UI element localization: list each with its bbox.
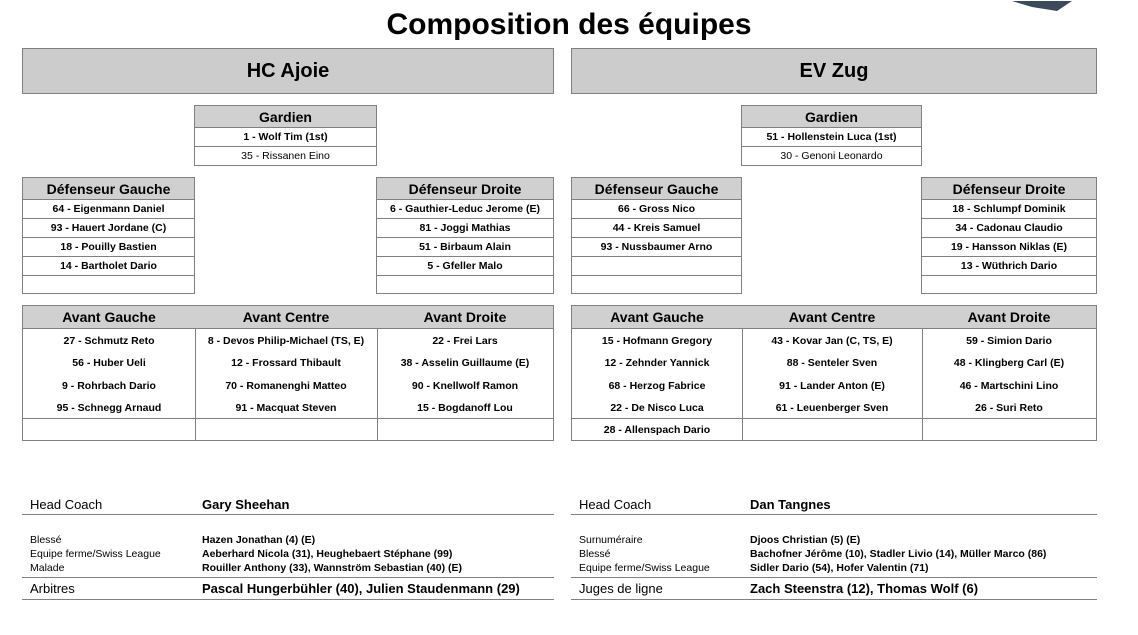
forward-row: 91 - Macquat Steven <box>195 397 377 419</box>
defense-row: 18 - Pouilly Bastien <box>23 238 194 257</box>
notes-section-away <box>571 533 1097 578</box>
forward-row: 15 - Hofmann Gregory <box>601 334 713 347</box>
defense-row <box>922 276 1096 293</box>
coach-section-away <box>571 494 1097 515</box>
forward-row: 12 - Zehnder Yannick <box>604 357 710 369</box>
coach-label: Head Coach <box>579 497 652 512</box>
forward-row: 38 - Asselin Guillaume (E) <box>400 357 530 369</box>
defense-row: 34 - Cadonau Claudio <box>922 219 1096 238</box>
defense-row: 93 - Nussbaumer Arno <box>572 238 741 257</box>
officials-names: Pascal Hungerbühler (40), Julien Staudenmann (29) <box>202 581 520 596</box>
forward-row: 59 - Simion Dario <box>966 334 1052 347</box>
forwards-table-home <box>22 305 554 441</box>
goalie-header: Gardien <box>195 106 376 128</box>
officials-section-home <box>22 578 554 600</box>
note-label: Equipe ferme/Swiss League <box>579 562 710 574</box>
defense-row: 6 - Gauthier-Leduc Jerome (E) <box>377 200 553 219</box>
note-value: Sidler Dario (54), Hofer Valentin (71) <box>750 562 929 574</box>
team-banner-away: EV Zug <box>571 48 1097 94</box>
defense-row: 81 - Joggi Mathias <box>377 219 553 238</box>
coach-name: Dan Tangnes <box>750 497 831 512</box>
forward-row <box>23 419 195 440</box>
goalie-header: Gardien <box>742 106 921 128</box>
defense-right-header: Défenseur Droite <box>922 178 1096 200</box>
forward-row: 48 - Klingberg Carl (E) <box>953 357 1065 369</box>
team-banner-home: HC Ajoie <box>22 48 554 94</box>
forward-row: 26 - Suri Reto <box>922 397 1096 419</box>
forward-row <box>377 419 553 440</box>
forwards-center-header: Avant Centre <box>195 306 377 329</box>
forward-row <box>195 419 377 440</box>
defense-row: 93 - Hauert Jordane (C) <box>23 219 194 238</box>
notes-section-home <box>22 533 554 578</box>
forward-row: 46 - Martschini Lino <box>959 379 1059 392</box>
forward-row: 27 - Schmutz Reto <box>63 334 155 347</box>
forwards-center-column <box>742 306 923 440</box>
forwards-right-header: Avant Droite <box>922 306 1096 329</box>
defense-row: 51 - Birbaum Alain <box>377 238 553 257</box>
forwards-left-column <box>572 306 743 440</box>
note-label: Blessé <box>579 548 611 560</box>
defense-row: 44 - Kreis Samuel <box>572 219 741 238</box>
note-label: Surnuméraire <box>579 534 643 546</box>
note-value: Rouiller Anthony (33), Wannström Sebastian (40) (E) <box>202 562 462 574</box>
goalie-row: 35 - Rissanen Eino <box>241 150 330 162</box>
defense-left-header: Défenseur Gauche <box>23 178 194 200</box>
defense-row <box>572 276 741 293</box>
coach-section-home <box>22 494 554 515</box>
forward-row <box>742 419 922 440</box>
goalie-table-away <box>741 105 922 166</box>
goalie-row: 51 - Hollenstein Luca (1st) <box>742 128 921 147</box>
defense-row: 19 - Hansson Niklas (E) <box>922 238 1096 257</box>
note-value: Bachofner Jérôme (10), Stadler Livio (14), Müller Marco (86) <box>750 548 1047 560</box>
goalie-row: 1 - Wolf Tim (1st) <box>195 128 376 147</box>
forwards-right-column <box>377 306 553 440</box>
forwards-table-away <box>571 305 1097 441</box>
page-title: Composition des équipes <box>386 8 752 41</box>
forward-row: 70 - Romanenghi Matteo <box>225 379 347 392</box>
defense-row: 13 - Wüthrich Dario <box>922 257 1096 276</box>
defense-row <box>23 276 194 293</box>
coach-label: Head Coach <box>30 497 103 512</box>
defense-right-table-away <box>921 177 1097 294</box>
forward-row: 15 - Bogdanoff Lou <box>377 397 553 419</box>
note-label: Malade <box>30 562 65 574</box>
goalie-table-home <box>194 105 377 166</box>
defense-row: 5 - Gfeller Malo <box>377 257 553 276</box>
defense-left-header: Défenseur Gauche <box>572 178 741 200</box>
defense-row: 66 - Gross Nico <box>572 200 741 219</box>
coach-name: Gary Sheehan <box>202 497 290 512</box>
note-value: Aeberhard Nicola (31), Heughebaert Stéphane (99) <box>202 548 453 560</box>
defense-row: 64 - Eigenmann Daniel <box>23 200 194 219</box>
forwards-left-column <box>23 306 196 440</box>
note-label: Blessé <box>30 534 62 546</box>
forward-row: 9 - Rohrbach Dario <box>62 379 156 392</box>
officials-label: Juges de ligne <box>579 581 663 596</box>
officials-names: Zach Steenstra (12), Thomas Wolf (6) <box>750 581 979 596</box>
forwards-left-header: Avant Gauche <box>572 306 742 329</box>
forward-row: 22 - Frei Lars <box>432 334 498 347</box>
officials-label: Arbitres <box>30 581 75 596</box>
note-value: Djoos Christian (5) (E) <box>750 534 861 546</box>
defense-row <box>572 257 741 276</box>
top-left-logo-fragment <box>30 0 100 4</box>
goalie-row: 30 - Genoni Leonardo <box>780 150 883 162</box>
note-value: Hazen Jonathan (4) (E) <box>202 534 316 546</box>
forward-row: 22 - De Nisco Luca <box>572 397 742 419</box>
defense-right-header: Défenseur Droite <box>377 178 553 200</box>
forward-row: 56 - Huber Ueli <box>72 357 146 369</box>
forward-row: 91 - Lander Anton (E) <box>779 379 885 392</box>
forwards-right-column <box>922 306 1096 440</box>
defense-row: 14 - Bartholet Dario <box>23 257 194 276</box>
forwards-left-header: Avant Gauche <box>23 306 195 329</box>
defense-row: 18 - Schlumpf Dominik <box>922 200 1096 219</box>
forward-row: 43 - Kovar Jan (C, TS, E) <box>771 334 893 347</box>
defense-left-table-away <box>571 177 742 294</box>
forward-row: 68 - Herzog Fabrice <box>608 379 706 392</box>
forwards-center-header: Avant Centre <box>742 306 922 329</box>
defense-left-table-home <box>22 177 195 294</box>
defense-right-table-home <box>376 177 554 294</box>
note-label: Equipe ferme/Swiss League <box>30 548 161 560</box>
forward-row: 28 - Allenspach Dario <box>603 423 711 436</box>
forward-row: 90 - Knellwolf Ramon <box>411 379 519 392</box>
forwards-center-column <box>195 306 378 440</box>
forward-row: 61 - Leuenberger Sven <box>742 397 922 419</box>
forwards-right-header: Avant Droite <box>377 306 553 329</box>
forward-row <box>922 419 1096 440</box>
officials-section-away <box>571 578 1097 600</box>
forward-row: 12 - Frossard Thibault <box>231 357 341 369</box>
forward-row: 8 - Devos Philip-Michael (TS, E) <box>207 334 365 347</box>
defense-row <box>377 276 553 293</box>
forward-row: 95 - Schnegg Arnaud <box>23 397 195 419</box>
forward-row: 88 - Senteler Sven <box>786 357 878 369</box>
